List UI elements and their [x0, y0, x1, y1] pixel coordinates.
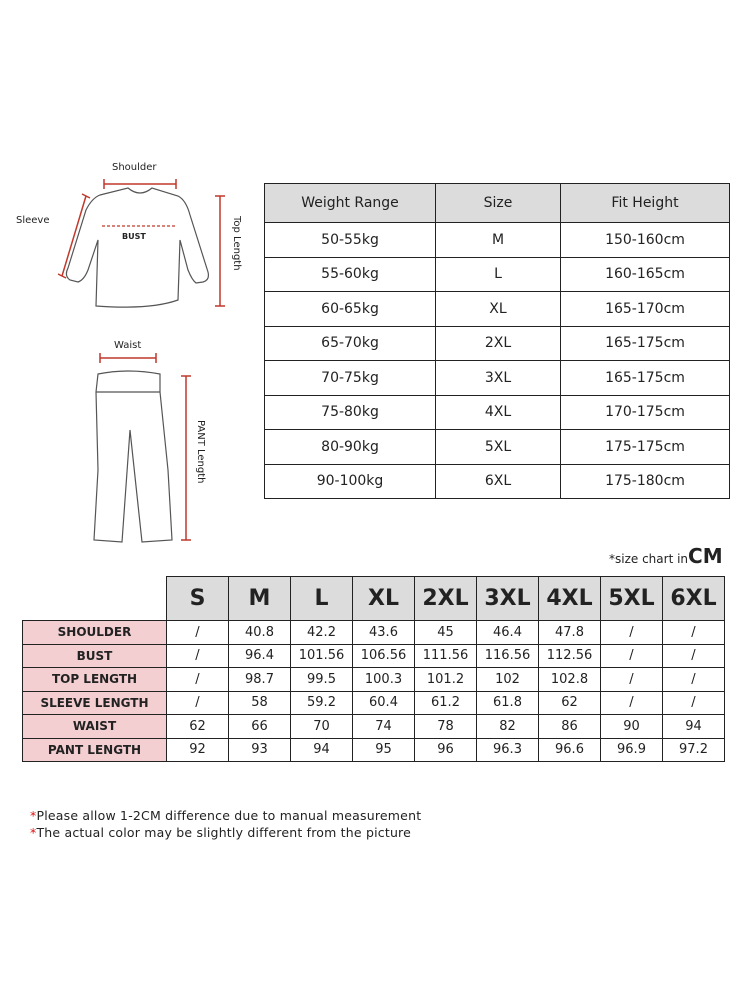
measurement-cell: 40.8 — [229, 621, 291, 645]
top-length-label: Top Length — [231, 216, 242, 271]
measurement-cell: / — [663, 644, 725, 668]
measurement-cell: 61.2 — [415, 691, 477, 715]
size-header-m: M — [229, 577, 291, 621]
shoulder-label: Shoulder — [112, 162, 157, 173]
measurement-cell: 94 — [663, 715, 725, 739]
measurement-cell: / — [663, 621, 725, 645]
top-outline — [66, 188, 208, 307]
measurement-cell: 47.8 — [539, 621, 601, 645]
measurement-cell: 96.6 — [539, 738, 601, 762]
measurement-cell: 86 — [539, 715, 601, 739]
height-cell: 175-175cm — [561, 430, 730, 465]
size-header-row — [23, 577, 725, 621]
size-cell: 6XL — [436, 464, 561, 499]
pant-length-marker — [181, 376, 191, 540]
pant-length-label: PANT Length — [195, 420, 206, 484]
waist-label: Waist — [114, 340, 142, 351]
size-cell: 3XL — [436, 361, 561, 396]
measurement-cell: 96.3 — [477, 738, 539, 762]
measurement-cell: / — [167, 691, 229, 715]
size-header-6xl: 6XL — [663, 577, 725, 621]
measurement-cell: 96.4 — [229, 644, 291, 668]
table-row — [265, 326, 730, 361]
measurement-cell: 95 — [353, 738, 415, 762]
measurement-cell: 106.56 — [353, 644, 415, 668]
measurement-cell: 66 — [229, 715, 291, 739]
measurement-cell: 101.2 — [415, 668, 477, 692]
measurement-cell: 93 — [229, 738, 291, 762]
height-cell: 165-175cm — [561, 361, 730, 396]
note-text: The actual color may be slightly different from the picture — [36, 825, 412, 840]
row-label: BUST — [23, 644, 167, 668]
table-row — [23, 644, 725, 668]
measurement-cell: / — [601, 621, 663, 645]
sleeve-marker — [58, 194, 90, 278]
table-row — [265, 292, 730, 327]
measurement-cell: 96.9 — [601, 738, 663, 762]
measurement-cell: / — [167, 644, 229, 668]
table-row — [265, 464, 730, 499]
measurement-cell: 59.2 — [291, 691, 353, 715]
measurement-cell: 100.3 — [353, 668, 415, 692]
table-row — [265, 223, 730, 258]
weight-cell: 65-70kg — [265, 326, 436, 361]
height-cell: 170-175cm — [561, 395, 730, 430]
height-cell: 165-175cm — [561, 326, 730, 361]
size-cell: 4XL — [436, 395, 561, 430]
garment-diagram — [0, 0, 260, 560]
size-header-2xl: 2XL — [415, 577, 477, 621]
weight-cell: 60-65kg — [265, 292, 436, 327]
measurement-table — [22, 576, 725, 762]
weight-cell: 70-75kg — [265, 361, 436, 396]
measurement-cell: / — [663, 691, 725, 715]
row-label: SHOULDER — [23, 621, 167, 645]
row-label: PANT LENGTH — [23, 738, 167, 762]
measurement-cell: 43.6 — [353, 621, 415, 645]
height-cell: 165-170cm — [561, 292, 730, 327]
table-row — [265, 395, 730, 430]
weight-cell: 75-80kg — [265, 395, 436, 430]
note-star: * — [30, 825, 37, 840]
measurement-cell: 62 — [167, 715, 229, 739]
size-header-4xl: 4XL — [539, 577, 601, 621]
measurement-cell: 46.4 — [477, 621, 539, 645]
header-blank-cell — [23, 577, 167, 621]
unit-note-unit: CM — [688, 544, 723, 568]
size-header-5xl: 5XL — [601, 577, 663, 621]
measurement-cell: 42.2 — [291, 621, 353, 645]
measurement-cell: 60.4 — [353, 691, 415, 715]
measurement-cell: 116.56 — [477, 644, 539, 668]
measurement-cell: 70 — [291, 715, 353, 739]
table-row — [265, 430, 730, 465]
weight-cell: 50-55kg — [265, 223, 436, 258]
height-cell: 160-165cm — [561, 257, 730, 292]
pants-outline — [94, 371, 172, 542]
size-cell: L — [436, 257, 561, 292]
note-line — [30, 824, 421, 841]
header-fit-height: Fit Height — [561, 184, 730, 223]
measurement-cell: / — [167, 621, 229, 645]
measurement-cell: / — [601, 668, 663, 692]
table-row — [23, 715, 725, 739]
size-header-s: S — [167, 577, 229, 621]
measurement-cell: 45 — [415, 621, 477, 645]
row-label: TOP LENGTH — [23, 668, 167, 692]
header-size: Size — [436, 184, 561, 223]
weight-size-table — [264, 183, 730, 499]
measurement-cell: 97.2 — [663, 738, 725, 762]
bust-label: BUST — [122, 232, 146, 241]
shoulder-marker — [104, 179, 176, 189]
table-row — [265, 361, 730, 396]
sleeve-label: Sleeve — [16, 215, 50, 226]
size-header-3xl: 3XL — [477, 577, 539, 621]
unit-note-prefix: *size chart in — [609, 552, 689, 566]
header-weight-range: Weight Range — [265, 184, 436, 223]
measurement-cell: 101.56 — [291, 644, 353, 668]
measurement-cell: / — [167, 668, 229, 692]
table-row — [23, 621, 725, 645]
size-header-xl: XL — [353, 577, 415, 621]
table-row — [265, 257, 730, 292]
measurement-cell: 78 — [415, 715, 477, 739]
row-label: SLEEVE LENGTH — [23, 691, 167, 715]
measurement-cell: 102 — [477, 668, 539, 692]
table-row — [23, 691, 725, 715]
measurement-cell: / — [663, 668, 725, 692]
weight-table-header — [265, 184, 730, 223]
height-cell: 175-180cm — [561, 464, 730, 499]
measurement-cell: 58 — [229, 691, 291, 715]
measurement-cell: 98.7 — [229, 668, 291, 692]
measurement-cell: 61.8 — [477, 691, 539, 715]
waist-marker — [100, 353, 156, 363]
top-length-marker — [215, 196, 225, 306]
unit-note — [609, 544, 723, 568]
measurement-cell: 94 — [291, 738, 353, 762]
table-row — [23, 738, 725, 762]
size-header-l: L — [291, 577, 353, 621]
measurement-cell: 112.56 — [539, 644, 601, 668]
measurement-cell: 96 — [415, 738, 477, 762]
table-row — [23, 668, 725, 692]
note-star: * — [30, 808, 37, 823]
measurement-cell: 90 — [601, 715, 663, 739]
height-cell: 150-160cm — [561, 223, 730, 258]
measurement-cell: / — [601, 691, 663, 715]
notes — [30, 807, 421, 841]
size-cell: XL — [436, 292, 561, 327]
note-line — [30, 807, 421, 824]
weight-cell: 55-60kg — [265, 257, 436, 292]
measurement-cell: 74 — [353, 715, 415, 739]
note-text: Please allow 1-2CM difference due to manual measurement — [36, 808, 422, 823]
weight-cell: 80-90kg — [265, 430, 436, 465]
weight-cell: 90-100kg — [265, 464, 436, 499]
measurement-cell: 111.56 — [415, 644, 477, 668]
size-cell: M — [436, 223, 561, 258]
measurement-cell: 99.5 — [291, 668, 353, 692]
measurement-cell: 82 — [477, 715, 539, 739]
measurement-cell: 92 — [167, 738, 229, 762]
measurement-cell: / — [601, 644, 663, 668]
measurement-cell: 62 — [539, 691, 601, 715]
size-cell: 5XL — [436, 430, 561, 465]
measurement-cell: 102.8 — [539, 668, 601, 692]
size-cell: 2XL — [436, 326, 561, 361]
row-label: WAIST — [23, 715, 167, 739]
